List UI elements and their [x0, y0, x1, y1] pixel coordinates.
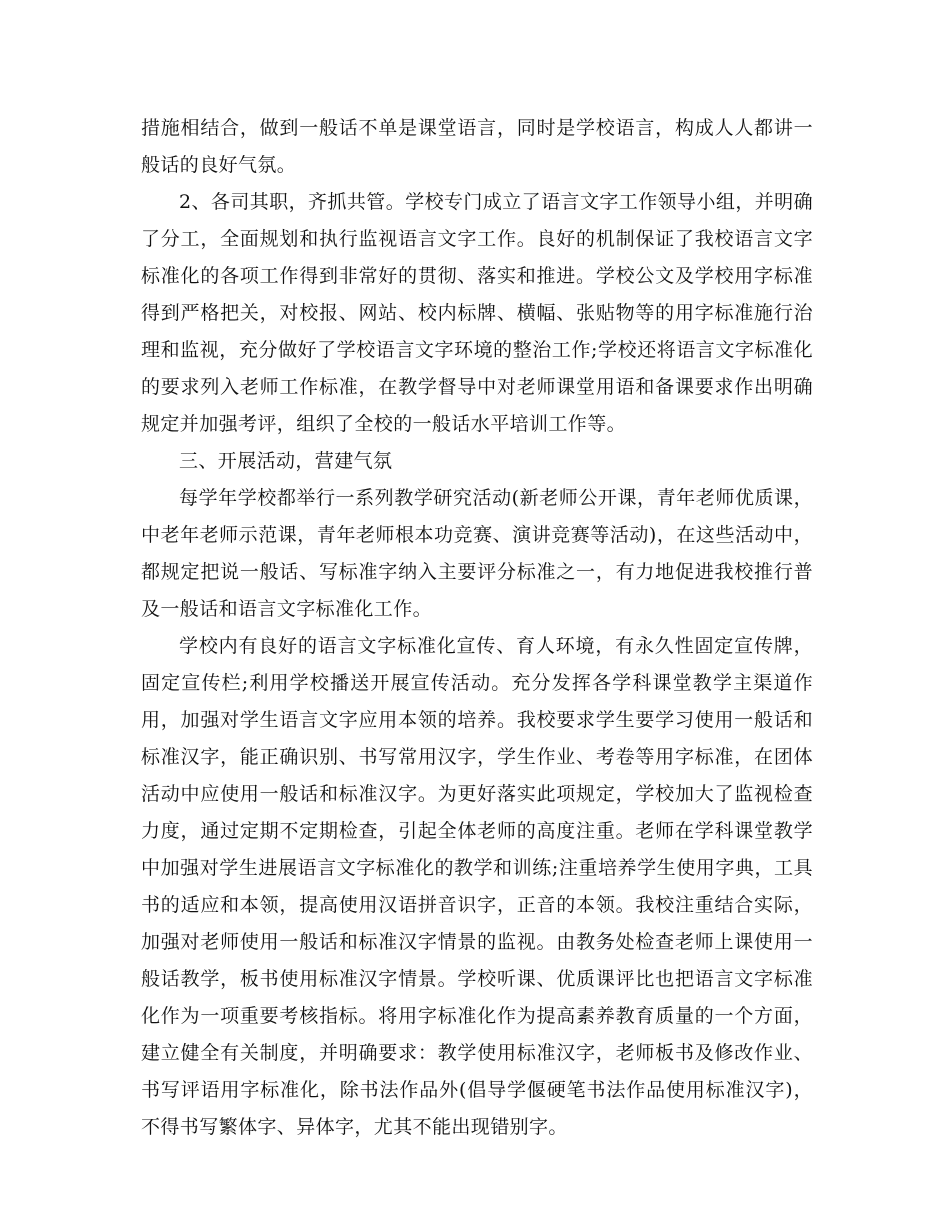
paragraph-continuation: 措施相结合，做到一般话不单是课堂语言，同时是学校语言，构成人人都讲一般话的良好气氛。	[141, 117, 813, 176]
section-heading-3: 三、开展活动，营建气氛	[179, 450, 393, 472]
paragraph-item-2: 2、各司其职，齐抓共管。学校专门成立了语言文字工作领导小组，并明确了分工，全面规划和执行监视语言文字工作。良好的机制保证了我校语言文字标准化的各项工作得到非常好的贯彻、落实和推进。学校公文及学校用字标准得到严格把关，对校报、网站、校内标牌、横幅、张贴物等的用字标准施行治理和监视，充分做好了学校语言文字环境的整治工作;学校还将语言文字标准化的要求列入老师工作标准，在教学督导中对老师课堂用语和备课要求作出明确规定并加强考评，组织了全校的一般话水平培训工作等。	[141, 191, 813, 435]
paragraph-environment: 学校内有良好的语言文字标准化宣传、育人环境，有永久性固定宣传牌，固定宣传栏;利用学校播送开展宣传活动。充分发挥各学科课堂教学主渠道作用，加强对学生语言文字应用本领的培养。我校要求学生要学习使用一般话和标准汉字，能正确识别、书写常用汉字，学生作业、考卷等用字标准，在团体活动中应使用一般话和标准汉字。为更好落实此项规定，学校加大了监视检查力度，通过定期不定期检查，引起全体老师的高度注重。老师在学科课堂教学中加强对学生进展语言文字标准化的教学和训练;注重培养学生使用字典，工具书的适应和本领，提高使用汉语拼音识字，正音的本领。我校注重结合实际，加强对老师使用一般话和标准汉字情景的监视。由教务处检查老师上课使用一般话教学，板书使用标准汉字情景。学校听课、优质课评比也把语言文字标准化作为一项重要考核指标。将用字标准化作为提高素养教育质量的一个方面，建立健全有关制度，并明确要求：教学使用标准汉字，老师板书及修改作业、书写评语用字标准化，除书法作品外(倡导学偃硬笔书法作品使用标准汉字)，不得书写繁体字、异体字，尤其不能出现错别字。	[141, 635, 813, 1138]
document-body	[141, 110, 813, 1146]
paragraph-activities: 每学年学校都举行一系列教学研究活动(新老师公开课，青年老师优质课，中老年老师示范课，青年老师根本功竞赛、演讲竞赛等活动)，在这些活动中，都规定把说一般话、写标准字纳入主要评分标准之一，有力地促进我校推行普及一般话和语言文字标准化工作。	[141, 487, 813, 620]
